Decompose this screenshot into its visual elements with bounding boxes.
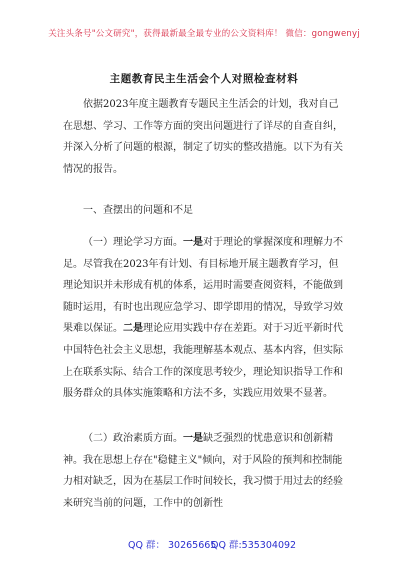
qq-group-2: QQ 群:535304092 xyxy=(211,540,297,551)
qq-group-1: QQ 群： 30265665 xyxy=(128,540,217,551)
subsection-lead: （二）政治素质方面。 xyxy=(83,433,183,444)
point-text: 缺乏强烈的忧患意识和创新精神。我在思想上存在"稳健主义"倾向，对于风险的预判和控制能力相对缺乏，因为在基层工作时间较长，我习惯于用过去的经验来研究当前的问题，工作中的创新性 xyxy=(63,433,343,509)
promo-text: 关注头条号"公文研究"，获得最新最全最专业的公文资料库！ 微信：gongwenyj xyxy=(48,29,360,39)
point-marker: 一是 xyxy=(183,433,203,444)
footer xyxy=(0,530,408,580)
section-heading: 一、查摆出的问题和不足 xyxy=(83,205,193,216)
subsection-lead: （一）理论学习方面。 xyxy=(83,237,183,248)
political-quality-paragraph xyxy=(63,428,345,514)
intro-paragraph: 依据2023年度主题教育专题民主生活会的计划，我对自己在思想、学习、工作等方面的突出问题进行了详尽的自查自纠，并深入分析了问题的根源，制定了切实的整改措施。以下为有关情况的报告。 xyxy=(63,99,343,175)
point-marker: 二是 xyxy=(123,323,143,335)
point-text: 理论应用实践中存在差距。对于习近平新时代中国特色社会主义思想，我能理解基本观点、基本内容，但实际上在联系实际、结合工作的深度思考较少，理论知识指导工作和服务群众的具体实施策略和方法不多，实践应用效果不显著。 xyxy=(63,323,343,400)
document-page xyxy=(0,58,408,530)
point-text: 对于理论的掌握深度和理解力不足。尽管我在2023年有计划、有目标地开展主题教育学习，但理论知识并未形成有机的体系，运用时需要查阅资料，不能做到随时运用，有时也出现应急学习、即学即用的情况，导致学习效果难以保证。 xyxy=(63,237,343,335)
point-marker: 一是 xyxy=(183,237,203,248)
theory-study-paragraph xyxy=(63,232,345,405)
document-title: 主题教育民主生活会个人对照检查材料 xyxy=(109,73,299,85)
promo-banner xyxy=(0,0,408,58)
